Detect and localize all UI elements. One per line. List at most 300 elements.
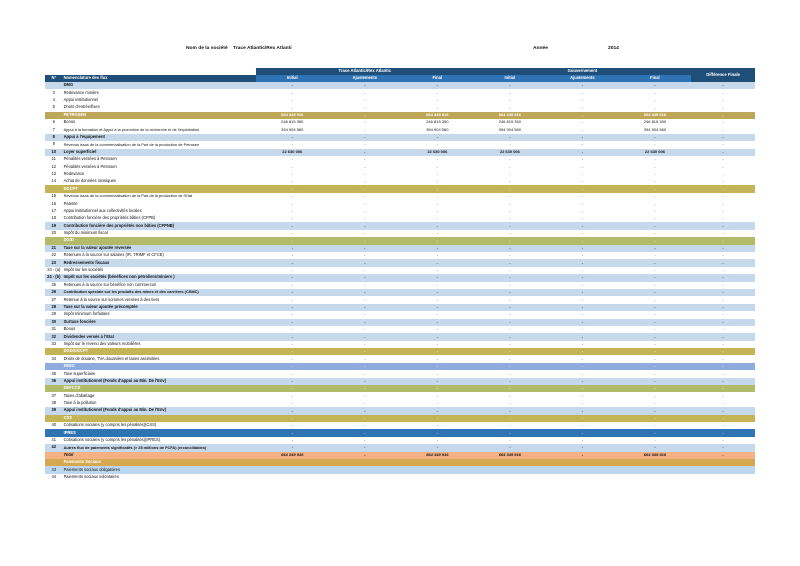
cell-company-final: - bbox=[436, 134, 438, 140]
cell-gov-initial: - bbox=[509, 171, 511, 177]
cell-company-final: - bbox=[436, 82, 438, 88]
cell-company-adjust: - bbox=[364, 89, 366, 95]
cell-company-adjust: - bbox=[364, 385, 366, 391]
table-row bbox=[45, 415, 755, 422]
cell-gov-initial: - bbox=[509, 289, 511, 295]
row-number: 15 bbox=[51, 193, 57, 199]
row-number bbox=[45, 237, 63, 244]
table-row bbox=[45, 289, 755, 296]
cell-gov-initial: - bbox=[509, 333, 511, 339]
cell-company-final: - bbox=[436, 156, 438, 162]
row-number bbox=[45, 348, 63, 355]
cell-company-adjust: - bbox=[364, 230, 366, 236]
table-row bbox=[45, 252, 755, 259]
row-label: DGCPT bbox=[63, 185, 78, 191]
cell-company-adjust: - bbox=[364, 119, 366, 125]
row-label: Appui institutionnel bbox=[63, 97, 98, 103]
cell-difference: - bbox=[722, 385, 724, 391]
cell-gov-final bbox=[619, 474, 692, 481]
row-label: Appui institutionnel (Fonds d'appui au Min. De l'Env) bbox=[63, 377, 167, 383]
cell-gov-adjust: - bbox=[581, 89, 584, 95]
table-row bbox=[45, 126, 755, 133]
table-row bbox=[45, 407, 755, 414]
table-row bbox=[45, 326, 755, 333]
cell-company-final: - bbox=[436, 289, 438, 295]
col-header-gov-adjust: Ajustements bbox=[546, 75, 619, 82]
cell-gov-adjust: - bbox=[581, 267, 584, 273]
cell-company-adjust: - bbox=[364, 97, 366, 103]
cell-company-initial: - bbox=[291, 222, 293, 228]
table-row bbox=[45, 245, 755, 252]
cell-gov-initial: - bbox=[509, 377, 511, 383]
cell-difference: - bbox=[722, 193, 724, 199]
cell-company-adjust: - bbox=[364, 126, 366, 132]
cell-company-final: - bbox=[436, 97, 438, 103]
cell-company-initial: - bbox=[291, 311, 293, 317]
row-label: Patente bbox=[63, 200, 78, 206]
cell-company-initial: - bbox=[291, 281, 293, 287]
table-header bbox=[45, 68, 755, 82]
cell-company-initial: - bbox=[291, 267, 293, 273]
table-row bbox=[45, 171, 755, 178]
row-number: 6 bbox=[52, 119, 55, 125]
cell-company-final: - bbox=[436, 363, 438, 369]
row-number: 11 bbox=[51, 156, 56, 162]
col-header-company-final: Final bbox=[401, 75, 474, 82]
cell-company-final bbox=[401, 466, 474, 473]
cell-gov-initial: - bbox=[509, 444, 511, 450]
cell-company-adjust bbox=[329, 474, 402, 481]
cell-company-initial: - bbox=[291, 363, 293, 369]
cell-difference: - bbox=[722, 414, 724, 420]
cell-gov-initial: 664 349 916 bbox=[498, 451, 521, 457]
cell-company-initial: - bbox=[291, 318, 293, 324]
cell-company-adjust: - bbox=[364, 178, 366, 184]
cell-gov-adjust: - bbox=[581, 244, 584, 250]
cell-gov-adjust: - bbox=[581, 222, 584, 228]
cell-company-adjust: - bbox=[364, 215, 366, 221]
cell-company-adjust: - bbox=[364, 207, 366, 213]
cell-gov-adjust: - bbox=[581, 148, 584, 154]
group-header-row bbox=[45, 68, 755, 75]
cell-company-initial: 394 904 560 bbox=[281, 126, 304, 132]
table-row bbox=[45, 378, 755, 385]
cell-company-initial: - bbox=[291, 178, 293, 184]
cell-company-final: - bbox=[436, 259, 438, 265]
cell-gov-initial: - bbox=[509, 348, 511, 354]
cell-gov-final: - bbox=[654, 296, 656, 302]
cell-gov-initial: - bbox=[509, 407, 511, 413]
table-row bbox=[45, 230, 755, 237]
row-label: DMG bbox=[63, 82, 74, 88]
cell-difference: - bbox=[722, 237, 724, 243]
cell-difference: - bbox=[722, 422, 724, 428]
cell-gov-final: - bbox=[654, 333, 656, 339]
cell-gov-adjust: - bbox=[581, 171, 584, 177]
cell-difference: - bbox=[722, 215, 724, 221]
cell-company-initial: 664 349 916 bbox=[281, 111, 304, 117]
table-row bbox=[45, 429, 755, 436]
cell-gov-final: - bbox=[654, 407, 656, 413]
cell-company-initial: - bbox=[291, 304, 293, 310]
cell-company-adjust: - bbox=[364, 429, 366, 435]
cell-gov-adjust bbox=[546, 474, 619, 481]
row-label: DEFCCS bbox=[63, 385, 81, 391]
cell-gov-adjust: - bbox=[581, 422, 584, 428]
cell-gov-final: - bbox=[654, 414, 656, 420]
row-number: 30 bbox=[51, 318, 57, 324]
cell-gov-adjust: - bbox=[581, 355, 584, 361]
cell-gov-adjust: - bbox=[581, 348, 584, 354]
cell-difference: - bbox=[722, 171, 724, 177]
cell-difference: - bbox=[722, 259, 724, 265]
cell-gov-initial: - bbox=[509, 267, 511, 273]
cell-company-final: - bbox=[436, 178, 438, 184]
cell-gov-initial: - bbox=[509, 311, 511, 317]
cell-difference: - bbox=[722, 104, 724, 110]
row-label: Paiements sociaux volontaires bbox=[63, 473, 119, 479]
row-label: Bonus bbox=[63, 119, 76, 125]
cell-gov-initial bbox=[474, 466, 547, 473]
row-label: Retenues à la source sur salaires (IR, TRIMF et CFCE) bbox=[63, 252, 164, 258]
row-number bbox=[45, 429, 63, 436]
cell-company-initial: 246 815 350 bbox=[281, 119, 304, 125]
table-row bbox=[45, 134, 755, 141]
cell-company-adjust: - bbox=[364, 296, 366, 302]
cell-gov-final: - bbox=[654, 437, 656, 443]
cell-difference: - bbox=[722, 252, 724, 258]
cell-company-initial: 664 349 916 bbox=[281, 451, 304, 457]
cell-difference: - bbox=[722, 355, 724, 361]
cell-gov-adjust: - bbox=[581, 237, 584, 243]
table-row bbox=[45, 282, 755, 289]
cell-company-initial: - bbox=[291, 82, 293, 88]
cell-company-final: 394 904 560 bbox=[426, 126, 449, 132]
cell-company-initial: - bbox=[291, 296, 293, 302]
row-number bbox=[45, 185, 63, 192]
row-label: Cotisations sociales (y compris les pénalités)(CSS) bbox=[63, 422, 157, 428]
row-number: 10 bbox=[51, 148, 57, 154]
cell-gov-initial: 22 630 006 bbox=[499, 148, 520, 154]
cell-gov-final: - bbox=[654, 193, 656, 199]
cell-company-adjust: - bbox=[364, 407, 366, 413]
cell-company-initial: - bbox=[291, 230, 293, 236]
table-row bbox=[45, 89, 755, 96]
cell-company-final: - bbox=[436, 341, 438, 346]
cell-company-final: 22 630 006 bbox=[427, 148, 448, 154]
table-row bbox=[45, 82, 755, 89]
cell-company-adjust: - bbox=[364, 377, 366, 383]
row-number: 19 bbox=[51, 222, 57, 228]
cell-difference: - bbox=[722, 311, 724, 317]
cell-company-final: 246 815 350 bbox=[426, 119, 449, 125]
row-number: 44 bbox=[51, 473, 57, 479]
cell-difference: - bbox=[722, 126, 724, 132]
row-number bbox=[45, 452, 63, 459]
cell-difference: - bbox=[722, 156, 724, 162]
cell-gov-adjust: - bbox=[581, 363, 584, 369]
row-number: 40 bbox=[51, 422, 57, 428]
cell-gov-adjust: - bbox=[581, 178, 584, 184]
cell-gov-initial: - bbox=[509, 252, 511, 258]
cell-gov-adjust: - bbox=[581, 259, 584, 265]
table-row bbox=[45, 141, 755, 148]
row-label: Appui institutionnel (Fonds d'appui au Min. De l'Env) bbox=[63, 407, 167, 413]
cell-gov-initial: - bbox=[509, 141, 511, 147]
cell-company-initial: - bbox=[291, 171, 293, 177]
group-header-empty bbox=[45, 68, 256, 75]
row-label: Contribution spéciale sur les produits des mines et des carrières (CSMC) bbox=[63, 289, 199, 295]
cell-gov-initial: - bbox=[509, 156, 511, 162]
cell-gov-final: - bbox=[654, 134, 656, 140]
cell-gov-adjust: - bbox=[581, 126, 584, 132]
cell-company-adjust bbox=[329, 466, 402, 473]
cell-company-adjust: - bbox=[364, 252, 366, 258]
cell-gov-adjust: - bbox=[581, 185, 584, 191]
cell-gov-final: - bbox=[654, 104, 656, 110]
cell-gov-initial: - bbox=[509, 392, 511, 398]
table-row bbox=[45, 400, 755, 407]
cell-difference: - bbox=[722, 89, 724, 95]
cell-company-final: 664 349 916 bbox=[426, 451, 449, 457]
cell-difference: - bbox=[722, 318, 724, 324]
cell-company-adjust: - bbox=[364, 289, 366, 295]
cell-company-initial: - bbox=[291, 437, 293, 443]
cell-gov-initial: - bbox=[509, 207, 511, 213]
row-number bbox=[45, 112, 63, 119]
row-number: 36 bbox=[51, 377, 57, 383]
row-label: Dividendes versés à l'Etat bbox=[63, 333, 114, 339]
cell-company-final bbox=[401, 459, 474, 466]
table-row bbox=[45, 370, 755, 377]
cell-company-final: - bbox=[436, 333, 438, 339]
cell-difference: - bbox=[722, 281, 724, 287]
cell-company-initial: - bbox=[291, 370, 293, 376]
cell-gov-initial: - bbox=[509, 215, 511, 221]
cell-company-adjust: - bbox=[364, 200, 366, 206]
row-label: IPRES bbox=[63, 429, 76, 435]
row-label: DGD/DGCPT bbox=[63, 348, 89, 354]
cell-difference: - bbox=[722, 437, 724, 443]
cell-company-adjust: - bbox=[364, 156, 366, 162]
row-label: PETROSEN bbox=[63, 111, 87, 117]
cell-company-final: - bbox=[436, 281, 438, 287]
row-number: 29 bbox=[51, 311, 57, 317]
cell-gov-initial: - bbox=[509, 318, 511, 324]
cell-company-adjust: - bbox=[364, 111, 366, 117]
cell-gov-final: - bbox=[654, 318, 656, 324]
cell-gov-final: - bbox=[654, 185, 656, 191]
cell-gov-final: 394 904 560 bbox=[643, 126, 667, 132]
cell-gov-adjust: - bbox=[581, 429, 584, 435]
cell-gov-final: - bbox=[654, 259, 656, 265]
table-row bbox=[45, 112, 755, 119]
table-row bbox=[45, 466, 755, 473]
cell-difference: - bbox=[722, 363, 724, 369]
table-row bbox=[45, 459, 755, 466]
cell-company-adjust: - bbox=[364, 171, 366, 177]
row-number: 12 bbox=[51, 163, 57, 169]
cell-gov-initial: - bbox=[509, 193, 511, 199]
row-label: DEEC bbox=[63, 363, 75, 369]
row-number bbox=[45, 415, 63, 422]
row-label: Autres flux de paiements significatifs (> 25 millions de FCFA) (reconciliables) bbox=[63, 444, 207, 450]
cell-difference: - bbox=[722, 134, 724, 140]
cell-difference: - bbox=[722, 429, 724, 435]
row-label: Retenue à la source sur sommes versées à des tiers bbox=[63, 296, 160, 302]
row-number: 16 bbox=[51, 200, 57, 206]
cell-company-adjust: - bbox=[364, 141, 366, 147]
row-number: 38 bbox=[51, 400, 57, 406]
cell-company-final: - bbox=[436, 304, 438, 310]
table-row bbox=[45, 163, 755, 170]
cell-gov-final: - bbox=[654, 377, 656, 383]
cell-company-initial: 22 630 006 bbox=[282, 148, 303, 154]
cell-difference: - bbox=[722, 163, 724, 169]
cell-gov-final: - bbox=[654, 326, 656, 332]
cell-gov-initial: - bbox=[509, 163, 511, 169]
table-row bbox=[45, 385, 755, 392]
row-label: Appui à l'équipement bbox=[63, 134, 105, 140]
table-row bbox=[45, 444, 755, 451]
cell-company-initial: - bbox=[291, 333, 293, 339]
cell-company-adjust: - bbox=[364, 348, 366, 354]
table-row bbox=[45, 222, 755, 229]
col-header-gov-initial: Initial bbox=[474, 75, 547, 82]
table-row bbox=[45, 149, 755, 156]
cell-company-initial: - bbox=[291, 141, 293, 147]
table-row bbox=[45, 452, 755, 459]
table-body bbox=[45, 82, 755, 481]
cell-difference: - bbox=[722, 222, 724, 228]
cell-company-initial: - bbox=[291, 444, 293, 450]
cell-gov-initial: - bbox=[509, 296, 511, 302]
cell-gov-initial: - bbox=[509, 222, 511, 228]
cell-difference: - bbox=[722, 178, 724, 184]
reconciliation-table bbox=[45, 68, 755, 482]
cell-difference: - bbox=[722, 407, 724, 413]
cell-company-initial: - bbox=[291, 274, 293, 280]
cell-difference: - bbox=[722, 148, 724, 154]
cell-gov-adjust: - bbox=[581, 274, 584, 280]
cell-gov-final: - bbox=[654, 178, 656, 184]
cell-gov-final: - bbox=[654, 82, 656, 88]
cell-gov-initial: - bbox=[509, 274, 511, 280]
cell-gov-final: - bbox=[654, 304, 656, 310]
cell-company-initial: - bbox=[291, 193, 293, 199]
cell-difference: - bbox=[722, 348, 724, 354]
cell-gov-initial bbox=[474, 459, 547, 466]
cell-company-initial: - bbox=[291, 407, 293, 413]
cell-gov-final: - bbox=[654, 237, 656, 243]
row-number: 14 bbox=[51, 178, 57, 184]
cell-company-adjust: - bbox=[364, 444, 366, 450]
cell-company-initial: - bbox=[291, 207, 293, 213]
cell-company-initial: - bbox=[291, 185, 293, 191]
cell-company-final: - bbox=[436, 370, 438, 376]
cell-difference: - bbox=[722, 400, 724, 406]
cell-difference: - bbox=[722, 296, 724, 302]
cell-difference: - bbox=[722, 326, 724, 332]
row-number: 37 bbox=[51, 392, 57, 398]
cell-company-adjust: - bbox=[364, 163, 366, 169]
company-label: Nom de la société bbox=[186, 46, 228, 51]
cell-gov-initial: - bbox=[509, 259, 511, 265]
cell-difference: - bbox=[722, 451, 724, 457]
cell-company-adjust: - bbox=[364, 333, 366, 339]
cell-company-initial: - bbox=[291, 259, 293, 265]
cell-difference: - bbox=[722, 333, 724, 339]
cell-company-initial: - bbox=[291, 392, 293, 398]
cell-company-adjust: - bbox=[364, 222, 366, 228]
cell-gov-final: - bbox=[654, 311, 656, 317]
row-number: 3 bbox=[52, 89, 55, 95]
cell-gov-adjust: - bbox=[581, 311, 584, 317]
cell-company-initial: - bbox=[291, 237, 293, 243]
cell-company-final: - bbox=[436, 407, 438, 413]
cell-gov-initial: - bbox=[509, 422, 511, 428]
cell-difference: - bbox=[722, 111, 724, 117]
cell-gov-adjust: - bbox=[581, 207, 584, 213]
cell-company-final: - bbox=[436, 377, 438, 383]
row-label: Impôt minimum forfaitaire bbox=[63, 311, 110, 317]
row-label: Droits d'entrée/fixes bbox=[63, 104, 100, 110]
row-label: Taxe à la pollution bbox=[63, 400, 97, 406]
cell-company-final: - bbox=[436, 237, 438, 243]
cell-company-initial: - bbox=[291, 326, 293, 332]
table-row bbox=[45, 437, 755, 444]
cell-gov-adjust: - bbox=[581, 296, 584, 302]
cell-company-final: - bbox=[436, 348, 438, 354]
row-number: 21 bbox=[51, 244, 57, 250]
row-number: 27 bbox=[51, 296, 57, 302]
cell-gov-final: - bbox=[654, 400, 656, 406]
cell-company-initial: - bbox=[291, 385, 293, 391]
table-row bbox=[45, 319, 755, 326]
row-label: Appui à la formation et Appui à la promotion de la recherche et de l'exploitation bbox=[63, 126, 200, 132]
cell-company-final: - bbox=[436, 104, 438, 110]
cell-gov-initial: - bbox=[509, 134, 511, 140]
cell-gov-initial: - bbox=[509, 355, 511, 361]
col-header-company-initial: Initial bbox=[256, 75, 329, 82]
cell-company-adjust: - bbox=[364, 82, 366, 88]
group-header-difference: Différence Finale bbox=[691, 68, 755, 82]
cell-gov-final: - bbox=[654, 422, 656, 428]
year-value: 2014 bbox=[608, 46, 619, 51]
cell-gov-adjust: - bbox=[581, 141, 584, 147]
cell-company-final: - bbox=[436, 414, 438, 420]
cell-company-adjust: - bbox=[364, 355, 366, 361]
cell-company-adjust: - bbox=[364, 304, 366, 310]
row-label: DGID bbox=[63, 237, 74, 243]
row-label: CSS bbox=[63, 414, 72, 420]
cell-gov-final: - bbox=[654, 289, 656, 295]
cell-gov-adjust: - bbox=[581, 400, 584, 406]
cell-company-initial: - bbox=[291, 244, 293, 250]
cell-gov-final: - bbox=[654, 222, 656, 228]
table-row bbox=[45, 119, 755, 126]
row-number: 31 bbox=[51, 326, 57, 332]
col-header-no: N° bbox=[45, 75, 63, 82]
cell-difference: - bbox=[722, 97, 724, 103]
cell-company-adjust: - bbox=[364, 193, 366, 199]
cell-gov-final: - bbox=[654, 363, 656, 369]
cell-company-final: - bbox=[436, 252, 438, 258]
cell-company-final: - bbox=[436, 392, 438, 398]
cell-difference: - bbox=[722, 289, 724, 295]
cell-company-adjust: - bbox=[364, 185, 366, 191]
cell-gov-initial: - bbox=[509, 414, 511, 420]
